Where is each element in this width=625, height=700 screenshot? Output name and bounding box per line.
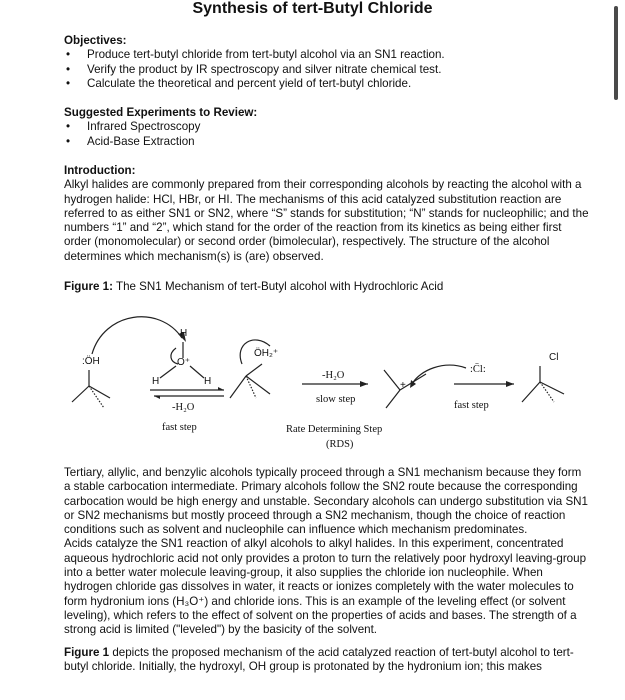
body-paragraph-3-text: depicts the proposed mechanism of the acid catalyzed reaction of tert-butyl alcohol to tert-butyl chloride. Initially, the hydroxyl, OH group is protonated by the hydronium ion; this makes bbox=[64, 645, 574, 673]
figure-1-caption-text: The SN1 Mechanism of tert-Butyl alcohol with Hydrochloric Acid bbox=[115, 280, 444, 293]
bond bbox=[89, 386, 110, 398]
bond bbox=[384, 370, 400, 390]
bond bbox=[522, 382, 540, 402]
rds-line-2: (RDS) bbox=[326, 439, 354, 450]
h-right-label: H bbox=[204, 376, 212, 387]
bond bbox=[160, 366, 176, 378]
curved-arrow-protonation bbox=[92, 317, 182, 354]
list-item: • Infrared Spectroscopy bbox=[64, 120, 534, 134]
o-plus-label: O⁺ bbox=[177, 357, 191, 368]
introduction-section bbox=[64, 164, 590, 264]
fast-step-left-label: fast step bbox=[162, 422, 197, 433]
bond bbox=[230, 376, 246, 398]
oh-label: :ÖH bbox=[82, 356, 100, 367]
objectives-list bbox=[64, 48, 534, 91]
bond bbox=[72, 386, 89, 402]
body-paragraph-3 bbox=[64, 646, 590, 675]
slow-step-label: slow step bbox=[316, 394, 356, 405]
figure-1-ref: Figure 1 bbox=[64, 645, 110, 659]
cl-label: Cl bbox=[549, 352, 559, 363]
introduction-heading: Introduction: bbox=[64, 164, 136, 177]
oh2-label: ÖH₂⁺ bbox=[254, 348, 279, 359]
scrollbar[interactable] bbox=[614, 6, 618, 100]
h-top-label: H bbox=[180, 328, 188, 339]
objectives-section bbox=[64, 34, 534, 91]
bond bbox=[190, 366, 204, 378]
rds-line-1: Rate Determining Step bbox=[286, 424, 383, 435]
suggested-list bbox=[64, 120, 534, 149]
list-item: • Acid-Base Extraction bbox=[64, 135, 534, 149]
minus-h2o-bottom: -H₂O bbox=[172, 402, 195, 413]
objectives-heading: Objectives: bbox=[64, 34, 127, 47]
cl-ion-label: :C̈l: bbox=[470, 364, 486, 375]
figure-1-caption bbox=[64, 280, 584, 294]
body-paragraph-1: Tertiary, allylic, and benzylic alcohols typically proceed through a SN1 mechanism because they form a stable carbocation intermediate. Primary alcohols follow the SN2 route because the corresponding carbocation would be high energy and unstable. Secondary alcohols can undergo substitution via SN1 or SN2 mechanisms but mostly proceed through a SN2 mechanism, though the choice of reaction conditions such as solvent and nucleophile can influence which mechanism predominates. bbox=[64, 466, 588, 537]
list-item: • Calculate the theoretical and percent yield of tert-butyl chloride. bbox=[64, 77, 534, 91]
page-title: Synthesis of tert-Butyl Chloride bbox=[192, 0, 433, 17]
body-section bbox=[64, 466, 590, 674]
body-paragraph-2: Acids catalyze the SN1 reaction of alkyl alcohols to alkyl halides. In this experiment, concentrated aqueous hydrochloric acid not only provides a proton to turn the relatively poor hydroxyl leaving-group into a better water molecule leaving-group, it also supplies the chloride ion nucleophile. When hydrogen chloride gas dissolves in water, it reacts or ionizes completely with the water molecules to form hydronium ions (H₃O⁺) and chloride ions. This is an example of the leveling effect (or solvent leveling), which refers to the effect of solvent on the properties of acids and bases. The strength of a strong acid is limited ("leveled") by the basicity of the solvent. bbox=[64, 537, 587, 637]
list-item: • Produce tert-butyl chloride from tert-butyl alcohol via an SN1 reaction. bbox=[64, 48, 534, 62]
list-item: • Verify the product by IR spectroscopy and silver nitrate chemical test. bbox=[64, 63, 534, 77]
bond bbox=[246, 364, 262, 376]
h-left-label: H bbox=[152, 376, 160, 387]
bond bbox=[386, 390, 400, 408]
bond bbox=[89, 386, 104, 408]
suggested-section bbox=[64, 106, 534, 149]
figure-1-label: Figure 1: bbox=[64, 280, 113, 293]
fast-step-right-label: fast step bbox=[454, 400, 489, 411]
figure-1-mechanism bbox=[64, 298, 604, 463]
minus-h2o-top: -H₂O bbox=[322, 370, 345, 381]
introduction-text: Alkyl halides are commonly prepared from their corresponding alcohols by reacting the alcohol with a hydrogen halide: HCl, HBr, or HI. The mechanisms of this acid catalyzed substitution reaction are referred to as either SN1 or SN2, where “S” stands for substitution; “N” stands for nucleophilic; and the numbers “1” and “2”, which stand for the order of the reaction from its kinetics as being either first order (monomolecular) or second order (bimolecular), respectively. The structure of the alcohol determines which mechanism(s) is (are) observed. bbox=[64, 178, 589, 263]
plus-label: + bbox=[400, 380, 406, 391]
suggested-heading: Suggested Experiments to Review: bbox=[64, 106, 258, 119]
